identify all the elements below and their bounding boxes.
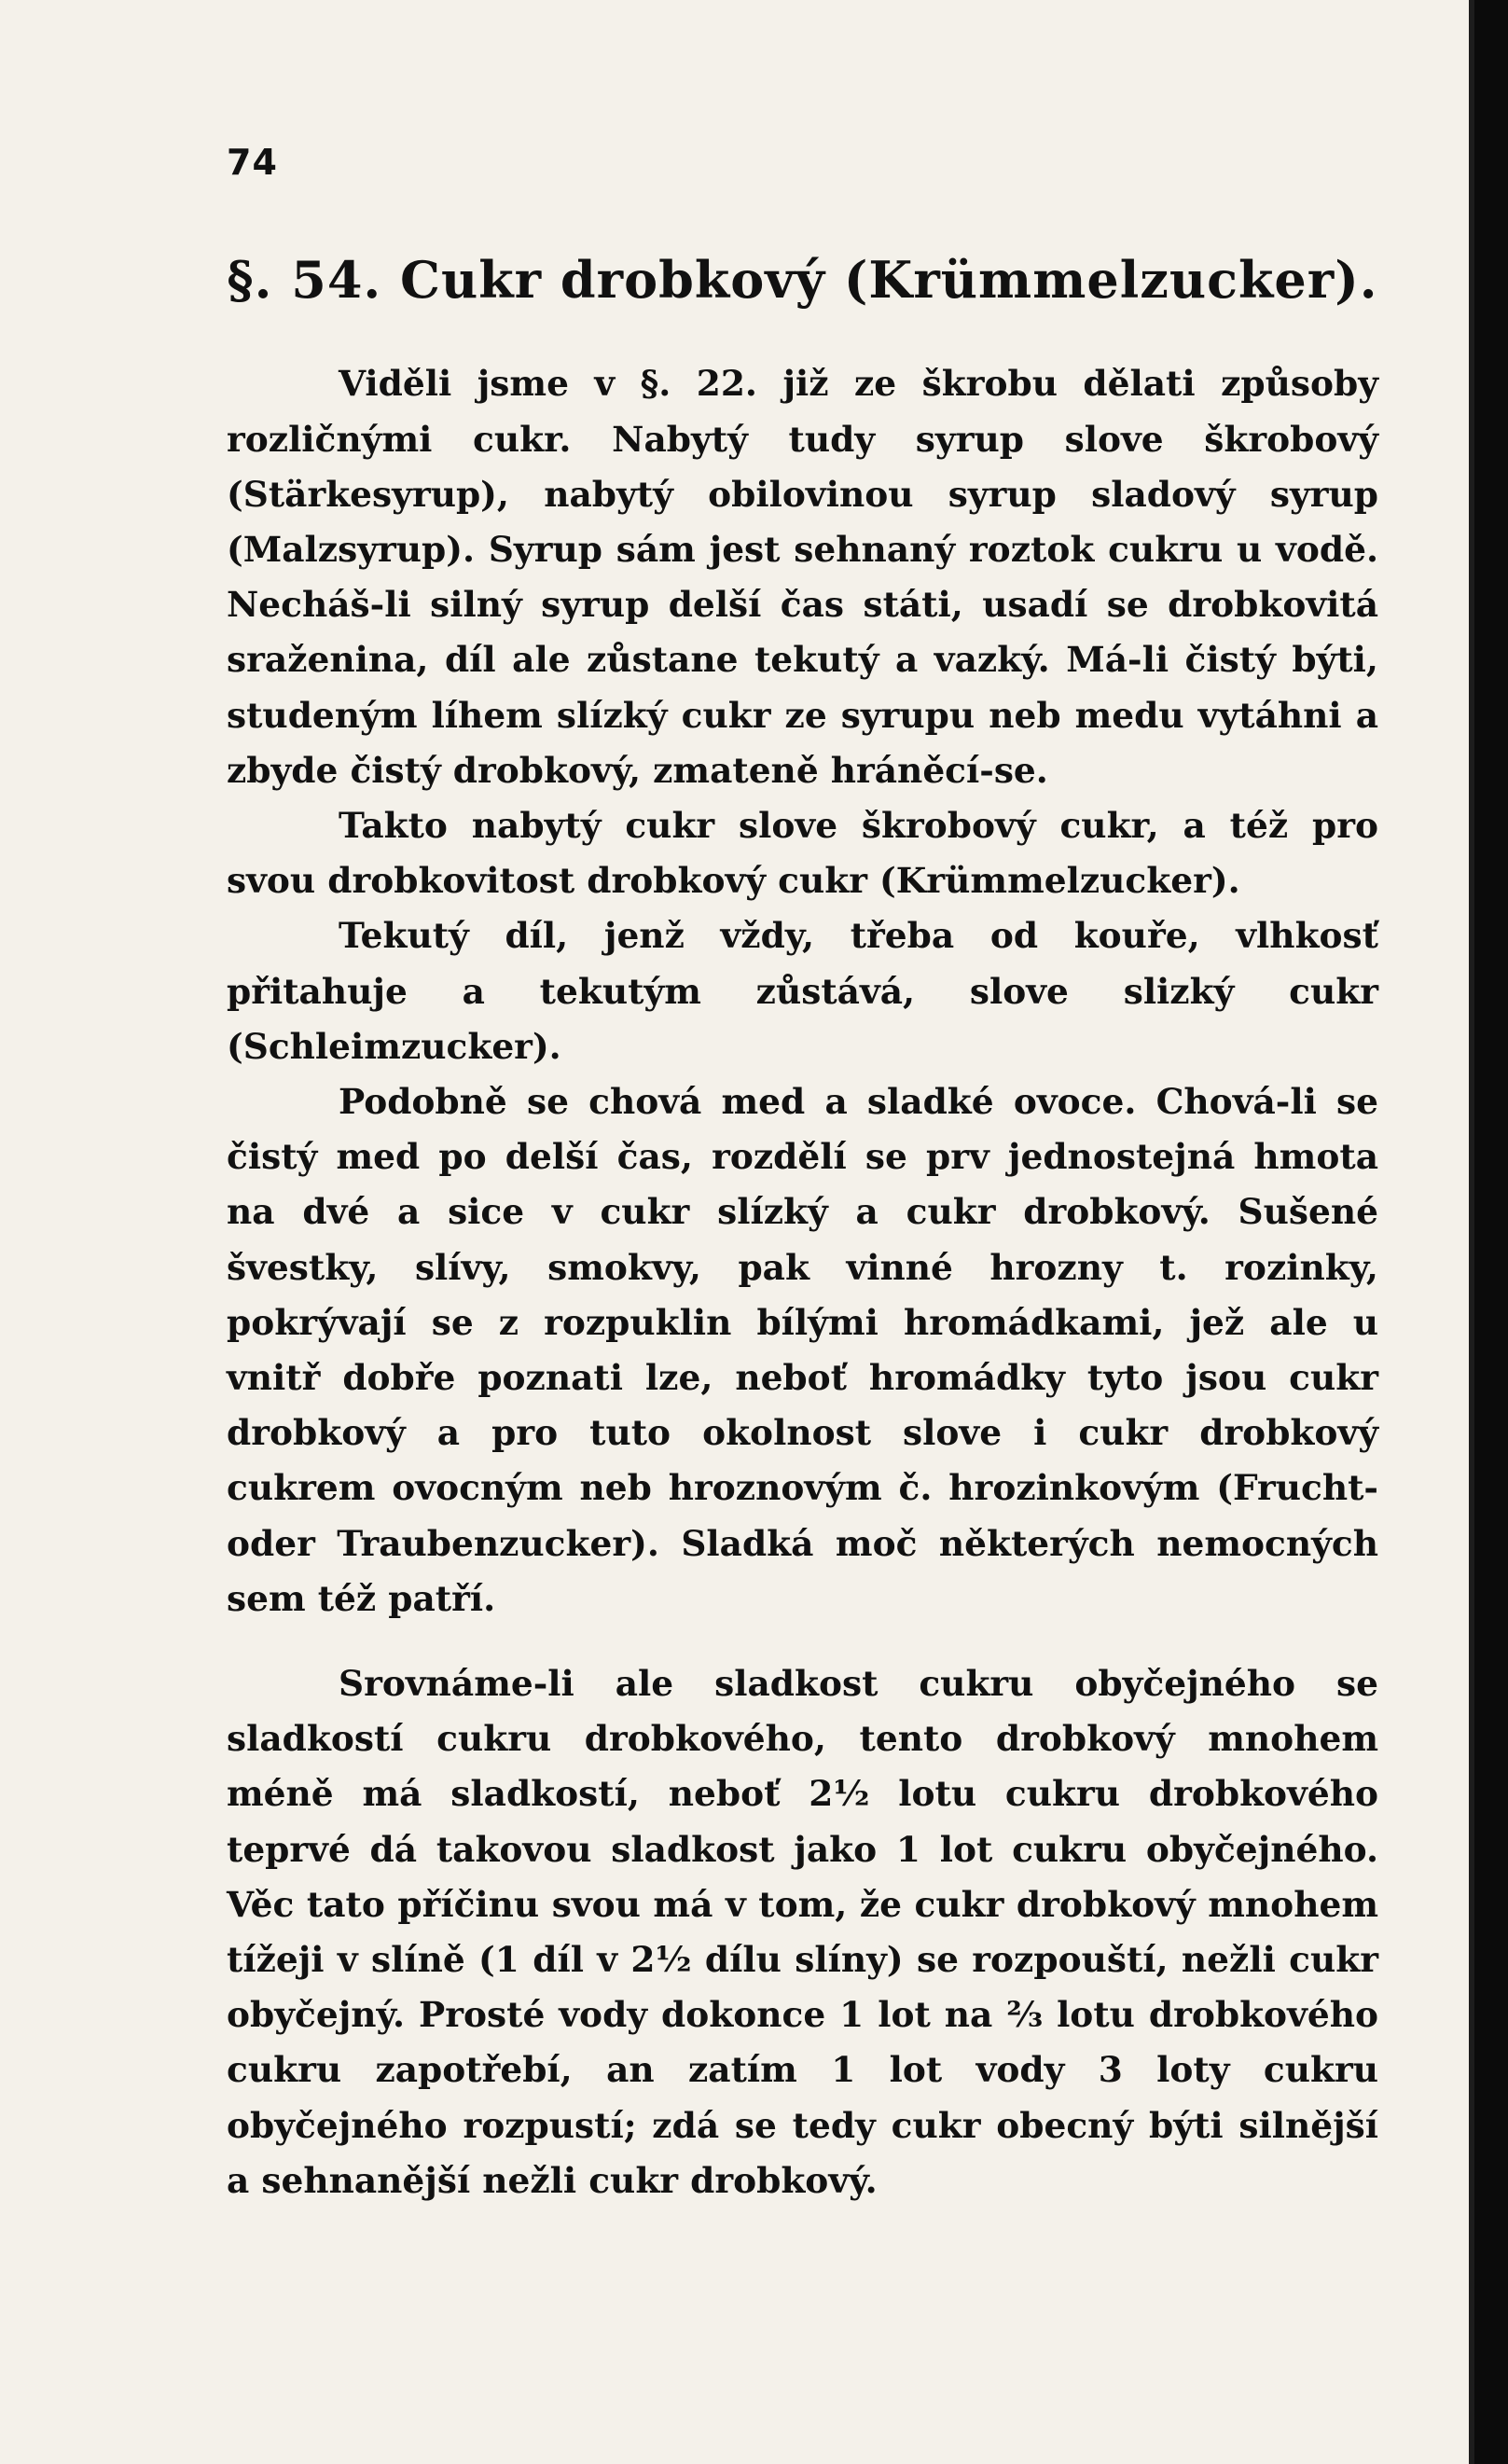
paragraph-2: Takto nabytý cukr slove škrobový cukr, a též pro svou drobkovitost drobkový cukr (Krümmelzucker). bbox=[227, 805, 1378, 902]
paragraph-4: Podobně se chová med a sladké ovoce. Chová-li se čistý med po delší čas, rozdělí se prv jednostejná hmota na dvé a sice v cukr slízký a cukr drobkový. Sušené švestky, slívy, smokvy, pak vinné hrozny t. rozinky, pokrývají se z rozpuklin bílými hromádkami, jež ale u vnitř dobře poznati lze, neboť hromádky tyto jsou cukr drobkový a pro tuto okolnost slove i cukr drobkový cukrem ovocným neb hroznovým č. hrozinkovým (Frucht- oder Traubenzucker). Sladká moč některých nemocných sem též patří. bbox=[227, 1081, 1378, 1619]
scan-border bbox=[1474, 0, 1508, 2464]
section-heading: §. 54. Cukr drobkový (Krümmelzucker). bbox=[227, 250, 1378, 310]
paragraph-5: Srovnáme-li ale sladkost cukru obyčejného se sladkostí cukru drobkového, tento drobkový mnohem méně má sladkostí, neboť 2½ lotu cukru drobkového teprvé dá takovou sladkost jako 1 lot cukru obyčejného. Věc tato příčinu svou má v tom, že cukr drobkový mnohem tížeji v slíně (1 díl v 2½ dílu slíny) se rozpouští, nežli cukr obyčejný. Prosté vody dokonce 1 lot na ⅔ lotu drobkového cukru zapotřebí, an zatím 1 lot vody 3 loty cukru obyčejného rozpustí; zdá se tedy cukr obecný býti silnější a sehnanější nežli cukr drobkový. bbox=[227, 1663, 1378, 2201]
paragraph-1: Viděli jsme v §. 22. již ze škrobu dělati způsoby rozličnými cukr. Nabytý tudy syrup slove škrobový (Stärkesyrup), nabytý obilovinou syrup sladový syrup (Malzsyrup). Syrup sám jest sehnaný roztok cukru u vodě. Necháš-li silný syrup delší čas státi, usadí se drobkovitá sraženina, díl ale zůstane tekutý a vazký. Má-li čistý býti, studeným líhem slízký cukr ze syrupu neb medu vytáhni a zbyde čistý drobkový, zmateně hráněcí-se. bbox=[227, 363, 1378, 791]
paragraph-3: Tekutý díl, jenž vždy, třeba od kouře, vlhkosť přitahuje a tekutým zůstává, slove slizký cukr (Schleimzucker). bbox=[227, 915, 1378, 1067]
page-number: 74 bbox=[227, 142, 278, 183]
page-content bbox=[227, 142, 1378, 2208]
body-text bbox=[227, 356, 1378, 2208]
